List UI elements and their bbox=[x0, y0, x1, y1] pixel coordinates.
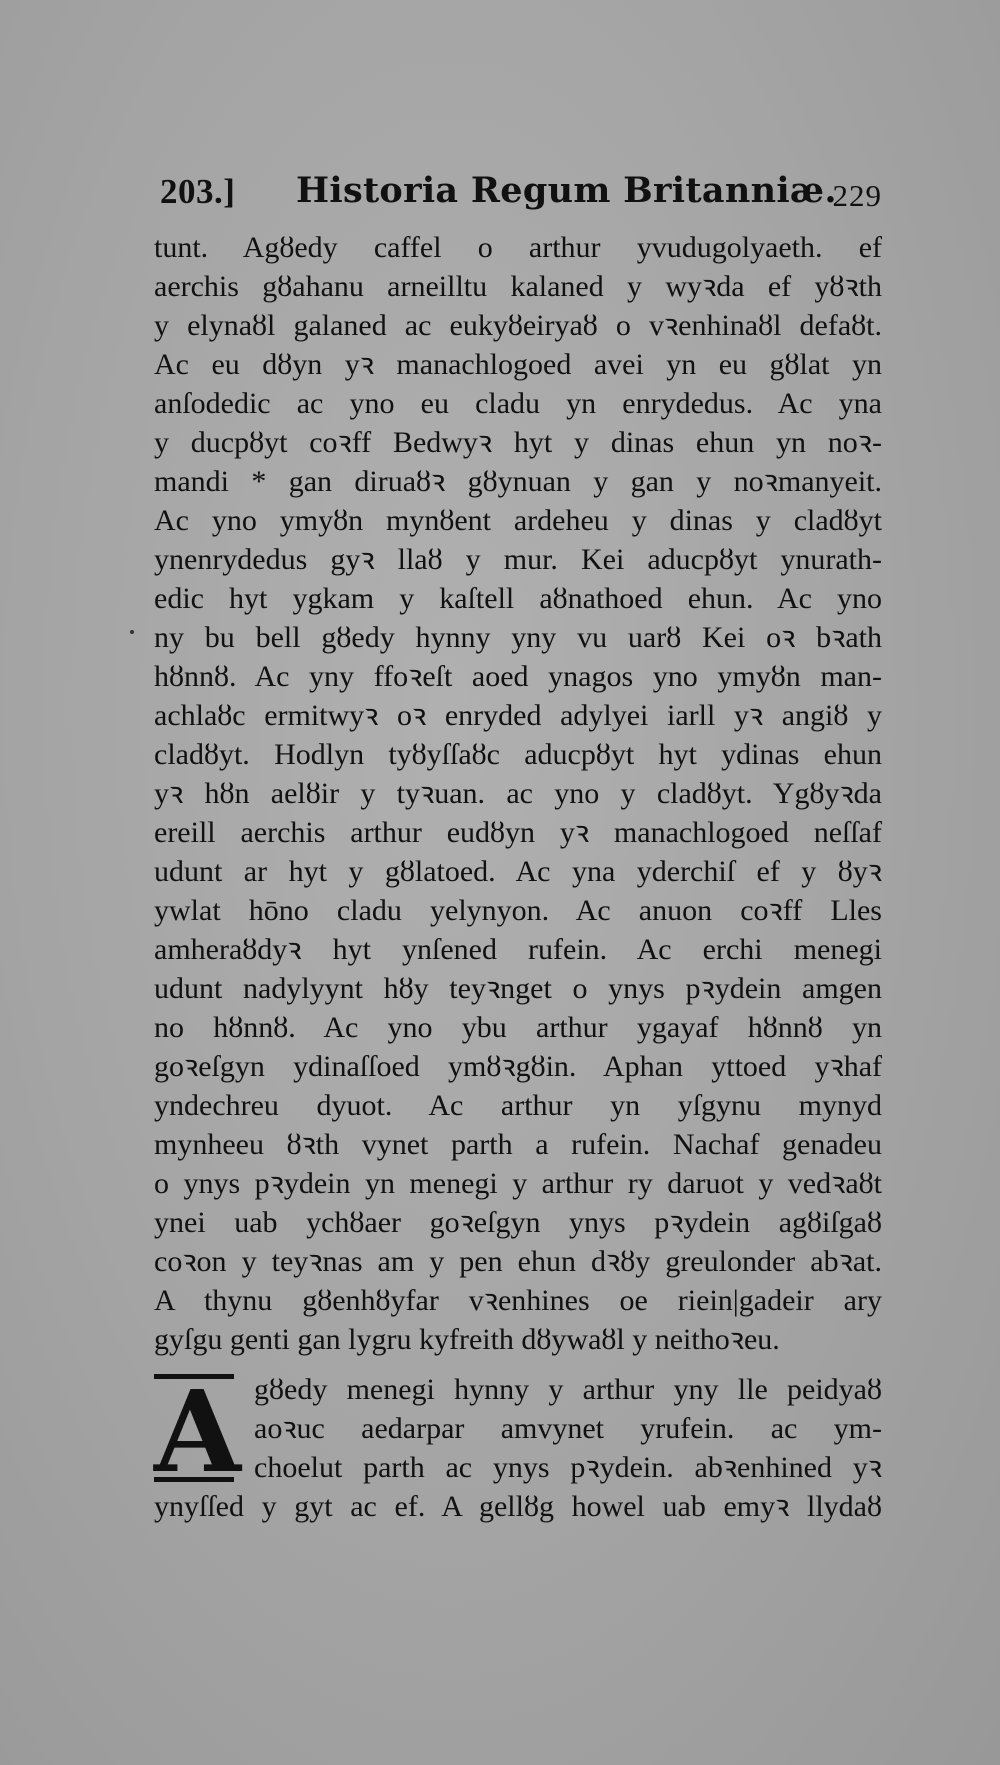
body-text bbox=[154, 228, 882, 1359]
text-line: udunt ar hyt y gȣlatoed. Ac yna yderchiſ ef y ȣyꝛ bbox=[154, 855, 882, 888]
text-line: anſodedic ac yno eu cladu yn enrydedus. Ac yna bbox=[154, 387, 882, 420]
text-line: udunt nadylyynt hȣy teyꝛnget o ynys pꝛydein amgen bbox=[154, 972, 882, 1005]
text-line: A thynu gȣenhȣyfar vꝛenhines oe riein|gadeir ary bbox=[154, 1284, 882, 1317]
text-line: ynyſſed y gyt ac ef. A gellȣg howel uab emyꝛ llydaȣ bbox=[154, 1490, 882, 1523]
text-line: ynei uab ychȣaer goꝛeſgyn ynys pꝛydein agȣiſgaȣ bbox=[154, 1206, 882, 1239]
section-number: 203.] bbox=[160, 172, 236, 211]
text-line: amheraȣdyꝛ hyt ynſened rufein. Ac erchi menegi bbox=[154, 933, 882, 966]
new-chapter bbox=[154, 1367, 882, 1526]
text-line: choelut parth ac ynys pꝛydein. abꝛenhined yꝛ bbox=[254, 1451, 882, 1484]
text-line: hȣnnȣ. Ac yny ffoꝛeſt aoed ynagos yno ymyȣn man- bbox=[154, 660, 882, 693]
text-line: tunt. Agȣedy caffel o arthur yvudugolyaeth. ef bbox=[154, 231, 882, 264]
text-line: Ac yno ymyȣn mynȣent ardeheu y dinas y cladȣyt bbox=[154, 504, 882, 537]
print-speck bbox=[130, 630, 134, 634]
running-title: Historia Regum Britanniæ. bbox=[296, 170, 837, 211]
text-line: y ducpȣyt coꝛff Bedwyꝛ hyt y dinas ehun yn noꝛ- bbox=[154, 426, 882, 459]
text-line: gȣedy menegi hynny y arthur yny lle peidyaȣ bbox=[254, 1373, 882, 1406]
text-line: mandi * gan diruaȣꝛ gȣynuan y gan y noꝛmanyeit. bbox=[154, 465, 882, 498]
running-head bbox=[160, 172, 882, 222]
text-line: aoꝛuc aedarpar amvynet yrufein. ac ym- bbox=[254, 1412, 882, 1445]
text-line: achlaȣc ermitwyꝛ oꝛ enryded adylyei iarll yꝛ angiȣ y bbox=[154, 699, 882, 732]
text-line: ywlat hōno cladu yelynyon. Ac anuon coꝛff Lles bbox=[154, 894, 882, 927]
text-line: cladȣyt. Hodlyn tyȣyſſaȣc aducpȣyt hyt ydinas ehun bbox=[154, 738, 882, 771]
text-line: yndechreu dyuot. Ac arthur yn yſgynu mynyd bbox=[154, 1089, 882, 1122]
text-line: y elynaȣl galaned ac eukyȣeiryaȣ o vꝛenhinaȣl defaȣt. bbox=[154, 309, 882, 342]
text-line: o ynys pꝛydein yn menegi y arthur ry daruot y vedꝛaȣt bbox=[154, 1167, 882, 1200]
text-line: ynenrydedus gyꝛ llaȣ y mur. Kei aducpȣyt ynurath- bbox=[154, 543, 882, 576]
text-line: ereill aerchis arthur eudȣyn yꝛ manachlogoed neſſaf bbox=[154, 816, 882, 849]
text-line: ny bu bell gȣedy hynny yny vu uarȣ Kei oꝛ bꝛath bbox=[154, 621, 882, 654]
text-line: mynheeu ȣꝛth vynet parth a rufein. Nachaf genadeu bbox=[154, 1128, 882, 1161]
text-line: gyſgu genti gan lygru kyfreith dȣywaȣl y neithoꝛeu. bbox=[154, 1323, 780, 1356]
text-line: goꝛeſgyn ydinaſſoed ymȣꝛgȣin. Aphan yttoed yꝛhaf bbox=[154, 1050, 882, 1083]
text-line: coꝛon y teyꝛnas am y pen ehun dꝛȣy greulonder abꝛat. bbox=[154, 1245, 882, 1278]
text-line: no hȣnnȣ. Ac yno ybu arthur ygayaf hȣnnȣ yn bbox=[154, 1011, 882, 1044]
drop-cap-initial: A bbox=[154, 1367, 241, 1498]
text-line: Ac eu dȣyn yꝛ manachlogoed avei yn eu gȣlat yn bbox=[154, 348, 882, 381]
text-line: aerchis gȣahanu arneilltu kalaned y wyꝛda ef yȣꝛth bbox=[154, 270, 882, 303]
text-line: yꝛ hȣn aelȣir y tyꝛuan. ac yno y cladȣyt. Ygȣyꝛda bbox=[154, 777, 882, 810]
page-number: 229 bbox=[832, 178, 882, 213]
text-line: edic hyt ygkam y kaſtell aȣnathoed ehun. Ac yno bbox=[154, 582, 882, 615]
